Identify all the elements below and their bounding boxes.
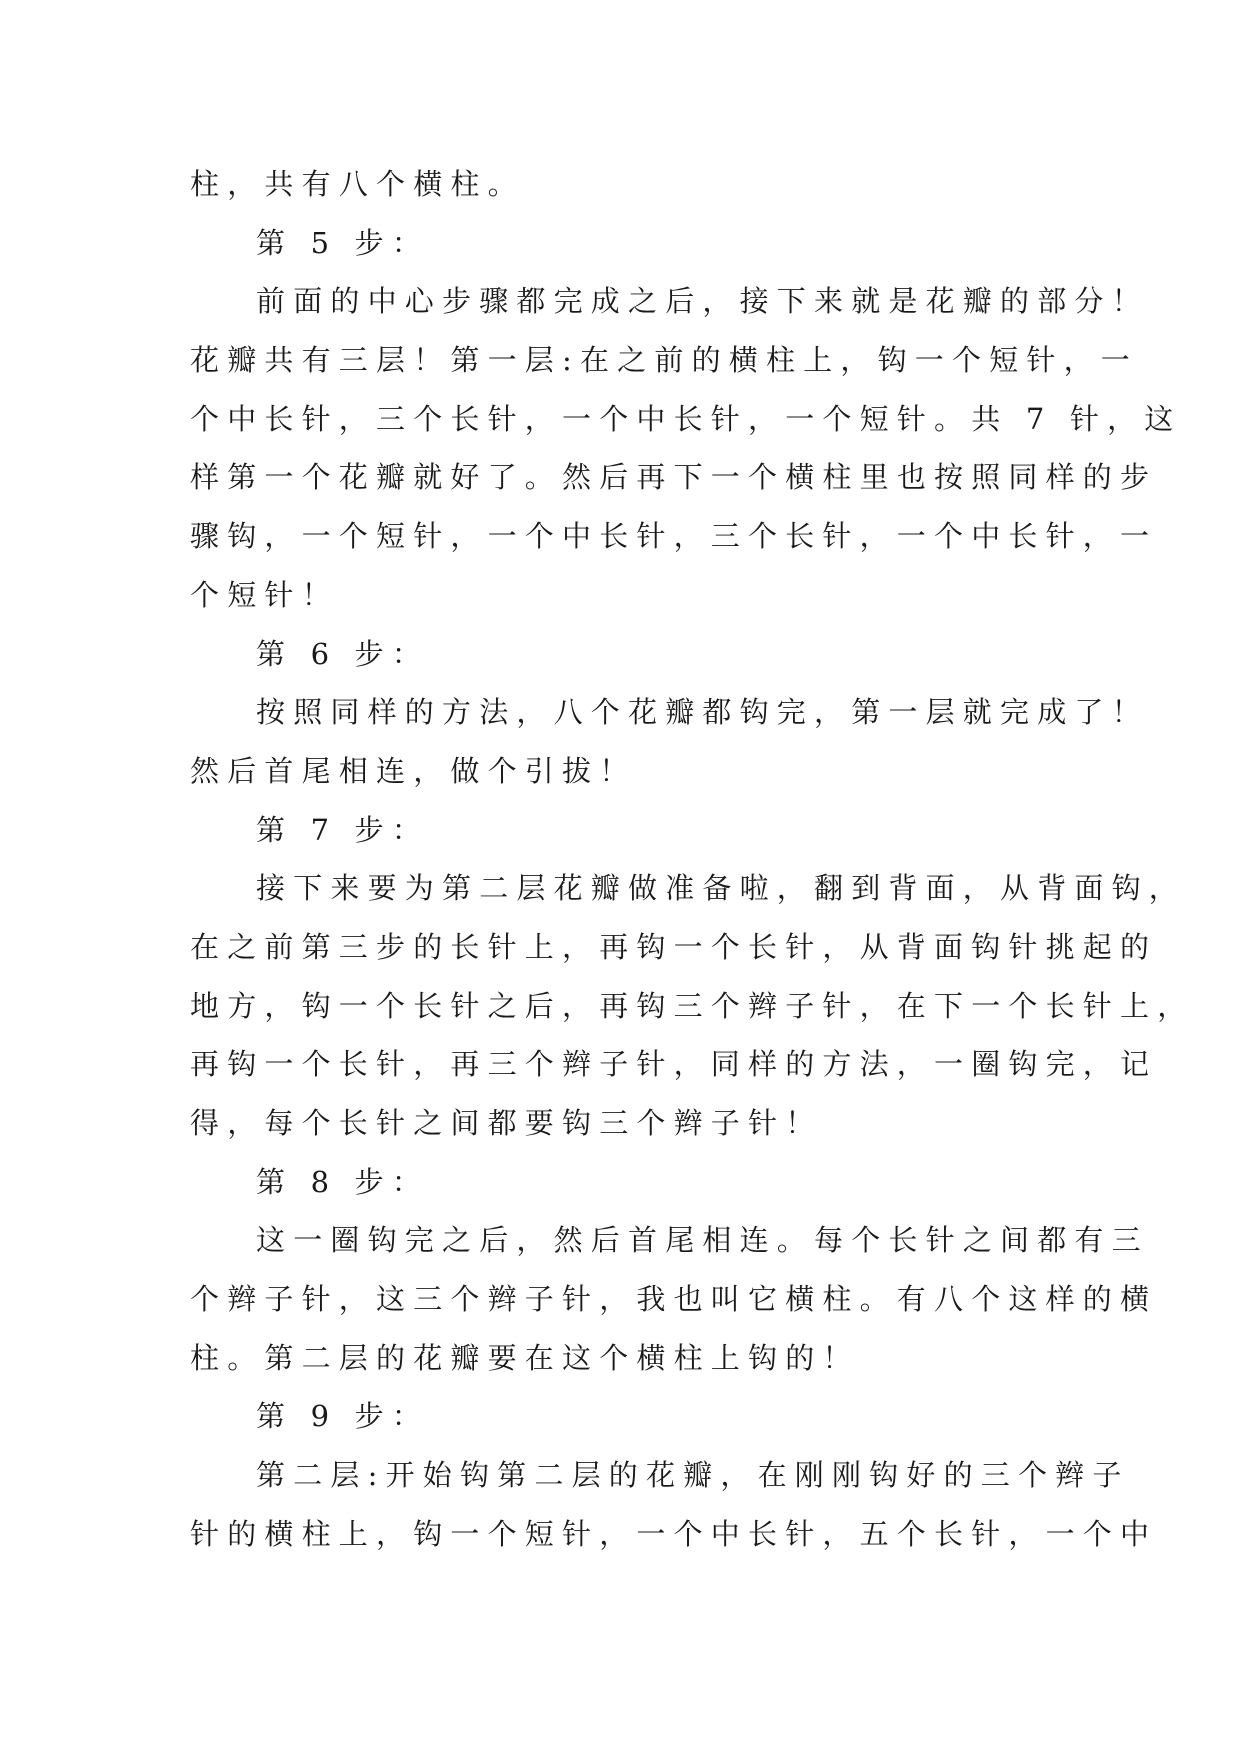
text-line: 地方，钩一个长针之后，再钩三个辫子针，在下一个长针上，: [190, 988, 1195, 1023]
text-line: 得，每个长针之间都要钩三个辫子针！: [190, 1106, 823, 1140]
text-line: 接下来要为第二层花瓣做准备啦，翻到背面，从背面钩，: [256, 871, 1187, 906]
text-line: 个短针！: [190, 577, 339, 612]
step-heading: 第 5 步：: [256, 225, 430, 260]
text-line: 针的横柱上，钩一个短针，一个中长针，五个长针，一个中: [190, 1516, 1158, 1551]
text-line: 在之前第三步的长针上，再钩一个长针，从背面钩针挑起的: [190, 929, 1158, 964]
text-line: 再钩一个长针，再三个辫子针，同样的方法，一圈钩完，记: [190, 1047, 1158, 1082]
text-line: 花瓣共有三层！第一层:在之前的横柱上，钩一个短针，一: [190, 343, 1138, 378]
step-heading: 第 9 步：: [256, 1399, 430, 1434]
text-line: 按照同样的方法，八个花瓣都钩完，第一层就完成了！: [256, 695, 1149, 730]
step-heading: 第 8 步：: [256, 1164, 430, 1199]
step-heading: 第 7 步：: [256, 812, 430, 847]
text-line: 柱。第二层的花瓣要在这个横柱上钩的！: [190, 1340, 860, 1375]
text-line: 这一圈钩完之后，然后首尾相连。每个长针之间都有三: [256, 1223, 1149, 1258]
text-line: 前面的中心步骤都完成之后，接下来就是花瓣的部分！: [256, 284, 1149, 319]
step-heading: 第 6 步：: [256, 636, 430, 671]
text-line: 然后首尾相连，做个引拔！: [190, 753, 637, 788]
text-line: 个辫子针，这三个辫子针，我也叫它横柱。有八个这样的横: [190, 1282, 1158, 1317]
text-line: 骤钩，一个短针，一个中长针，三个长针，一个中长针，一: [190, 519, 1158, 554]
document-body: [190, 155, 1195, 1564]
text-line: 个中长针，三个长针，一个中长针，一个短针。共 7 针，这: [190, 401, 1182, 436]
text-line: 第二层:开始钩第二层的花瓣，在刚刚钩好的三个辫子: [256, 1458, 1130, 1493]
text-line: 柱，共有八个横柱。: [190, 167, 525, 201]
text-line: 样第一个花瓣就好了。然后再下一个横柱里也按照同样的步: [190, 460, 1158, 495]
